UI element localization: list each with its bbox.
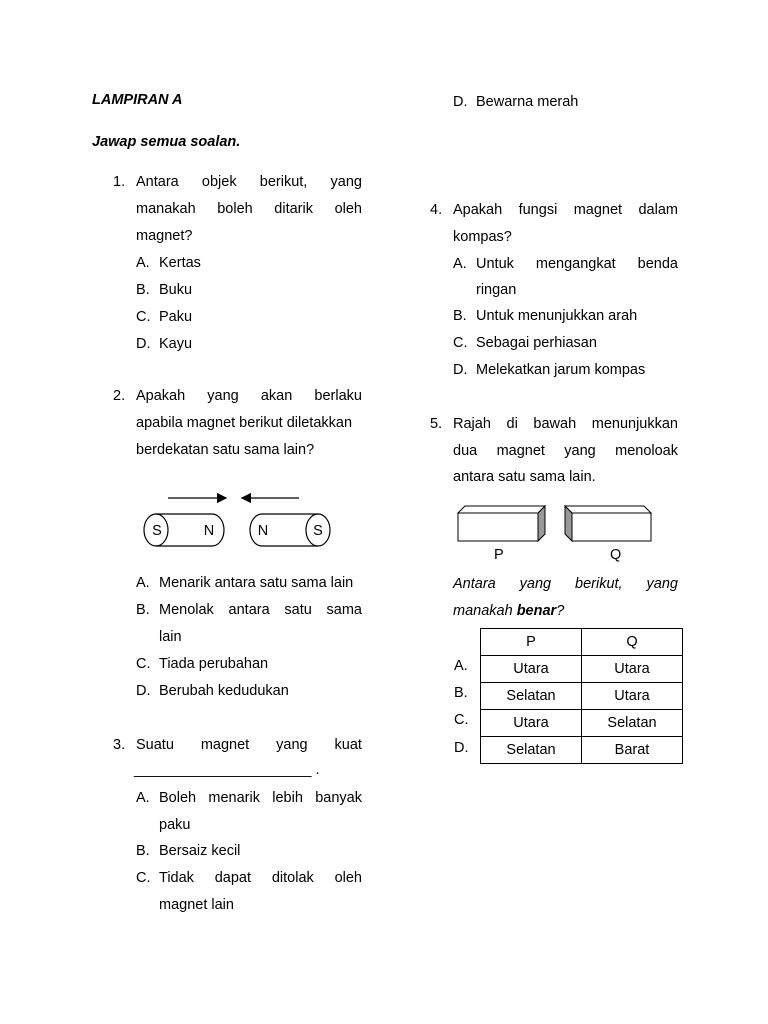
page-heading: LAMPIRAN A [92, 92, 183, 108]
row-label: C. [454, 712, 469, 728]
cylinder-magnets-diagram [136, 488, 336, 552]
option-b: B. Bersaiz kecil [136, 843, 241, 859]
cell-p: Selatan [481, 737, 582, 764]
word: dua [453, 443, 478, 459]
pole-label: S [313, 523, 323, 539]
option-c: C. Tiada perubahan [136, 656, 269, 672]
word: yang [207, 388, 239, 404]
option-a-continued: paku [159, 817, 191, 833]
option-d: D. Melekatkan jarum kompas [453, 362, 646, 378]
word: bawah [533, 416, 577, 432]
cell-p: Selatan [481, 683, 582, 710]
word: menunjukkan [591, 416, 678, 432]
word: magnet [200, 737, 250, 753]
word: berlaku [314, 388, 362, 404]
word: ditarik [274, 201, 313, 217]
word: yang [519, 576, 552, 592]
table-header-row [481, 629, 683, 656]
question-text-line: antara satu sama lain. [453, 469, 596, 485]
label-q: Q [610, 547, 622, 563]
question-text-line [136, 174, 362, 190]
question-text-line [136, 388, 362, 404]
question-text-line [453, 576, 678, 592]
emphasis-word: benar [516, 603, 557, 619]
question-text-line [453, 416, 678, 432]
row-label: B. [454, 685, 468, 701]
question-number: 5. [430, 416, 443, 432]
question-text-line [136, 737, 362, 753]
word: fungsi [518, 202, 558, 218]
option-a: A. Boleh menarik lebih banyak [136, 790, 362, 806]
pole-label: N [203, 523, 215, 539]
header-p: P [481, 629, 582, 656]
bar-magnets-diagram [455, 503, 655, 545]
table-row [481, 737, 683, 764]
word: Apakah [136, 388, 186, 404]
question-text-line: manakah benar? [453, 603, 565, 619]
question-text-line: berdekatan satu sama lain? [136, 442, 315, 458]
word: Suatu [136, 737, 174, 753]
word: Antara [136, 174, 179, 190]
option-c: C. Sebagai perhiasan [453, 335, 597, 351]
question-text-line: apabila magnet berikut diletakkan [136, 415, 353, 431]
option-b-continued: lain [159, 629, 182, 645]
cell-q: Selatan [582, 710, 683, 737]
word: menoloak [615, 443, 678, 459]
answer-table [480, 628, 683, 764]
word: di [506, 416, 518, 432]
word: Antara [453, 576, 496, 592]
option-a: A. Kertas [136, 255, 201, 271]
word: magnet [573, 202, 623, 218]
magnet-p [458, 513, 538, 541]
option-c-continued: magnet lain [159, 897, 234, 913]
word: boleh [217, 201, 253, 217]
word: berikut, [575, 576, 623, 592]
word: objek [201, 174, 237, 190]
label-p: P [494, 547, 504, 563]
question-text-line [453, 443, 678, 459]
question-text-line: kompas? [453, 229, 512, 245]
option-d: D. Berubah kedudukan [136, 683, 289, 699]
question-number: 4. [430, 202, 443, 218]
word: magnet [496, 443, 545, 459]
word: yang [330, 174, 362, 190]
cell-q: Utara [582, 656, 683, 683]
header-q: Q [582, 629, 683, 656]
word: yang [276, 737, 308, 753]
option-a-continued: ringan [476, 282, 517, 298]
word: Apakah [453, 202, 503, 218]
answer-blank: ______________________ . [134, 762, 320, 778]
row-label: D. [454, 740, 469, 756]
instruction: Jawap semua soalan. [92, 134, 241, 150]
cell-q: Barat [582, 737, 683, 764]
word: berikut, [259, 174, 308, 190]
word: oleh [334, 201, 362, 217]
pole-label: S [152, 523, 162, 539]
table-row [481, 710, 683, 737]
question-number: 1. [113, 174, 126, 190]
option-d: D. Kayu [136, 336, 193, 352]
question-number: 2. [113, 388, 126, 404]
question-text-line [453, 202, 678, 218]
row-label: A. [454, 658, 468, 674]
table-row [481, 656, 683, 683]
word: akan [260, 388, 293, 404]
option-a: A. Menarik antara satu sama lain [136, 575, 354, 591]
option-a: A. Untuk mengangkat benda [453, 256, 678, 272]
option-c: C. Paku [136, 309, 193, 325]
word: yang [564, 443, 596, 459]
cell-q: Utara [582, 683, 683, 710]
option-b: B. Menolak antara satu sama [136, 602, 362, 618]
table-row [481, 683, 683, 710]
word: yang [646, 576, 678, 592]
question-number: 3. [113, 737, 126, 753]
option-b: B. Buku [136, 282, 193, 298]
magnet-q [572, 513, 651, 541]
cell-p: Utara [481, 710, 582, 737]
option-b: B. Untuk menunjukkan arah [453, 308, 638, 324]
cell-p: Utara [481, 656, 582, 683]
word: manakah [136, 201, 196, 217]
pole-label: N [257, 523, 269, 539]
word: dalam [638, 202, 678, 218]
question-text-line: magnet? [136, 228, 193, 244]
word: Rajah [453, 416, 491, 432]
option-d: D. Bewarna merah [453, 94, 579, 110]
word: kuat [334, 737, 362, 753]
option-c: C. Tidak dapat ditolak oleh [136, 870, 362, 886]
question-text-line [136, 201, 362, 217]
